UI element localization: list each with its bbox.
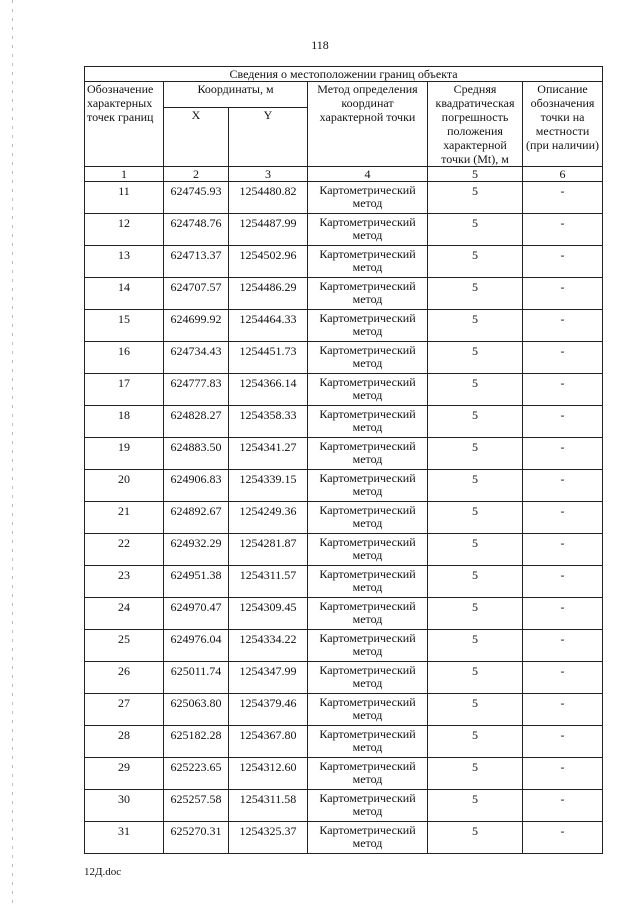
description-cell: - bbox=[523, 758, 603, 790]
scan-edge-line bbox=[12, 0, 13, 905]
x-cell: 624883.50 bbox=[164, 438, 229, 470]
column-numbers-row bbox=[85, 167, 603, 182]
header-error: Средняя квадратическая погрешность положения характерной точки (Mt), м bbox=[428, 82, 523, 167]
point-cell: 12 bbox=[85, 214, 164, 246]
y-cell: 1254311.58 bbox=[229, 790, 308, 822]
y-cell: 1254464.33 bbox=[229, 310, 308, 342]
mt-cell: 5 bbox=[428, 502, 523, 534]
table-row bbox=[85, 534, 603, 566]
method-cell: Картометрический метод bbox=[308, 758, 428, 790]
table-row bbox=[85, 310, 603, 342]
y-cell: 1254249.36 bbox=[229, 502, 308, 534]
point-cell: 21 bbox=[85, 502, 164, 534]
table-row bbox=[85, 438, 603, 470]
x-cell: 624707.57 bbox=[164, 278, 229, 310]
point-cell: 20 bbox=[85, 470, 164, 502]
table-row bbox=[85, 374, 603, 406]
mt-cell: 5 bbox=[428, 278, 523, 310]
method-cell: Картометрический метод bbox=[308, 374, 428, 406]
y-cell: 1254502.96 bbox=[229, 246, 308, 278]
x-cell: 624951.38 bbox=[164, 566, 229, 598]
point-cell: 29 bbox=[85, 758, 164, 790]
x-cell: 624777.83 bbox=[164, 374, 229, 406]
mt-cell: 5 bbox=[428, 566, 523, 598]
column-number: 3 bbox=[229, 167, 308, 182]
point-cell: 28 bbox=[85, 726, 164, 758]
table-row bbox=[85, 598, 603, 630]
method-cell: Картометрический метод bbox=[308, 566, 428, 598]
y-cell: 1254358.33 bbox=[229, 406, 308, 438]
method-cell: Картометрический метод bbox=[308, 246, 428, 278]
x-cell: 625063.80 bbox=[164, 694, 229, 726]
x-cell: 624976.04 bbox=[164, 630, 229, 662]
y-cell: 1254311.57 bbox=[229, 566, 308, 598]
description-cell: - bbox=[523, 374, 603, 406]
method-cell: Картометрический метод bbox=[308, 406, 428, 438]
header-designation: Обозначение характерных точек границ bbox=[85, 82, 164, 167]
method-cell: Картометрический метод bbox=[308, 726, 428, 758]
mt-cell: 5 bbox=[428, 694, 523, 726]
point-cell: 11 bbox=[85, 182, 164, 214]
table-row bbox=[85, 566, 603, 598]
description-cell: - bbox=[523, 630, 603, 662]
point-cell: 26 bbox=[85, 662, 164, 694]
y-cell: 1254366.14 bbox=[229, 374, 308, 406]
mt-cell: 5 bbox=[428, 406, 523, 438]
table-row bbox=[85, 214, 603, 246]
y-cell: 1254480.82 bbox=[229, 182, 308, 214]
description-cell: - bbox=[523, 278, 603, 310]
description-cell: - bbox=[523, 694, 603, 726]
mt-cell: 5 bbox=[428, 470, 523, 502]
y-cell: 1254339.15 bbox=[229, 470, 308, 502]
x-cell: 624932.29 bbox=[164, 534, 229, 566]
table-row bbox=[85, 182, 603, 214]
table-row bbox=[85, 758, 603, 790]
column-number: 1 bbox=[85, 167, 164, 182]
x-cell: 624892.67 bbox=[164, 502, 229, 534]
y-cell: 1254309.45 bbox=[229, 598, 308, 630]
mt-cell: 5 bbox=[428, 630, 523, 662]
point-cell: 30 bbox=[85, 790, 164, 822]
mt-cell: 5 bbox=[428, 790, 523, 822]
point-cell: 15 bbox=[85, 310, 164, 342]
method-cell: Картометрический метод bbox=[308, 534, 428, 566]
method-cell: Картометрический метод bbox=[308, 278, 428, 310]
column-number: 5 bbox=[428, 167, 523, 182]
table-row bbox=[85, 406, 603, 438]
table-row bbox=[85, 694, 603, 726]
method-cell: Картометрический метод bbox=[308, 790, 428, 822]
y-cell: 1254334.22 bbox=[229, 630, 308, 662]
description-cell: - bbox=[523, 822, 603, 854]
description-cell: - bbox=[523, 438, 603, 470]
description-cell: - bbox=[523, 246, 603, 278]
mt-cell: 5 bbox=[428, 438, 523, 470]
method-cell: Картометрический метод bbox=[308, 822, 428, 854]
page-number: 118 bbox=[311, 38, 329, 52]
x-cell: 624745.93 bbox=[164, 182, 229, 214]
mt-cell: 5 bbox=[428, 182, 523, 214]
y-cell: 1254325.37 bbox=[229, 822, 308, 854]
header-description: Описание обозначения точки на местности (при наличии) bbox=[523, 82, 603, 167]
x-cell: 625270.31 bbox=[164, 822, 229, 854]
x-cell: 624906.83 bbox=[164, 470, 229, 502]
table-row bbox=[85, 246, 603, 278]
header-y: Y bbox=[229, 108, 308, 167]
table-title: Сведения о местоположении границ объекта bbox=[85, 67, 603, 82]
mt-cell: 5 bbox=[428, 246, 523, 278]
method-cell: Картометрический метод bbox=[308, 630, 428, 662]
mt-cell: 5 bbox=[428, 310, 523, 342]
point-cell: 23 bbox=[85, 566, 164, 598]
y-cell: 1254312.60 bbox=[229, 758, 308, 790]
method-cell: Картометрический метод bbox=[308, 662, 428, 694]
column-number: 4 bbox=[308, 167, 428, 182]
description-cell: - bbox=[523, 662, 603, 694]
y-cell: 1254487.99 bbox=[229, 214, 308, 246]
point-cell: 16 bbox=[85, 342, 164, 374]
x-cell: 624748.76 bbox=[164, 214, 229, 246]
mt-cell: 5 bbox=[428, 534, 523, 566]
column-number: 6 bbox=[523, 167, 603, 182]
x-cell: 624828.27 bbox=[164, 406, 229, 438]
description-cell: - bbox=[523, 182, 603, 214]
table-row bbox=[85, 278, 603, 310]
table-row bbox=[85, 342, 603, 374]
mt-cell: 5 bbox=[428, 214, 523, 246]
point-cell: 27 bbox=[85, 694, 164, 726]
mt-cell: 5 bbox=[428, 598, 523, 630]
table-row bbox=[85, 790, 603, 822]
description-cell: - bbox=[523, 470, 603, 502]
point-cell: 31 bbox=[85, 822, 164, 854]
x-cell: 625257.58 bbox=[164, 790, 229, 822]
mt-cell: 5 bbox=[428, 374, 523, 406]
x-cell: 624699.92 bbox=[164, 310, 229, 342]
description-cell: - bbox=[523, 790, 603, 822]
mt-cell: 5 bbox=[428, 662, 523, 694]
table-row bbox=[85, 662, 603, 694]
point-cell: 24 bbox=[85, 598, 164, 630]
point-cell: 18 bbox=[85, 406, 164, 438]
x-cell: 625182.28 bbox=[164, 726, 229, 758]
y-cell: 1254281.87 bbox=[229, 534, 308, 566]
point-cell: 25 bbox=[85, 630, 164, 662]
mt-cell: 5 bbox=[428, 342, 523, 374]
header-coordinates: Координаты, м bbox=[164, 82, 308, 108]
method-cell: Картометрический метод bbox=[308, 438, 428, 470]
y-cell: 1254451.73 bbox=[229, 342, 308, 374]
header-method: Метод определения координат характерной точки bbox=[308, 82, 428, 167]
x-cell: 624970.47 bbox=[164, 598, 229, 630]
method-cell: Картометрический метод bbox=[308, 598, 428, 630]
point-cell: 19 bbox=[85, 438, 164, 470]
y-cell: 1254367.80 bbox=[229, 726, 308, 758]
method-cell: Картометрический метод bbox=[308, 214, 428, 246]
column-number: 2 bbox=[164, 167, 229, 182]
x-cell: 625011.74 bbox=[164, 662, 229, 694]
point-cell: 22 bbox=[85, 534, 164, 566]
description-cell: - bbox=[523, 726, 603, 758]
table-row bbox=[85, 470, 603, 502]
mt-cell: 5 bbox=[428, 726, 523, 758]
point-cell: 17 bbox=[85, 374, 164, 406]
y-cell: 1254341.27 bbox=[229, 438, 308, 470]
x-cell: 624713.37 bbox=[164, 246, 229, 278]
description-cell: - bbox=[523, 534, 603, 566]
description-cell: - bbox=[523, 406, 603, 438]
table-row bbox=[85, 726, 603, 758]
header-x: X bbox=[164, 108, 229, 167]
y-cell: 1254379.46 bbox=[229, 694, 308, 726]
description-cell: - bbox=[523, 342, 603, 374]
x-cell: 624734.43 bbox=[164, 342, 229, 374]
mt-cell: 5 bbox=[428, 822, 523, 854]
description-cell: - bbox=[523, 598, 603, 630]
mt-cell: 5 bbox=[428, 758, 523, 790]
description-cell: - bbox=[523, 310, 603, 342]
table-row bbox=[85, 630, 603, 662]
method-cell: Картометрический метод bbox=[308, 502, 428, 534]
method-cell: Картометрический метод bbox=[308, 342, 428, 374]
footer-filename: 12Д.doc bbox=[84, 866, 122, 878]
point-cell: 14 bbox=[85, 278, 164, 310]
table-row bbox=[85, 822, 603, 854]
y-cell: 1254347.99 bbox=[229, 662, 308, 694]
point-cell: 13 bbox=[85, 246, 164, 278]
method-cell: Картометрический метод bbox=[308, 310, 428, 342]
method-cell: Картометрический метод bbox=[308, 694, 428, 726]
method-cell: Картометрический метод bbox=[308, 182, 428, 214]
y-cell: 1254486.29 bbox=[229, 278, 308, 310]
x-cell: 625223.65 bbox=[164, 758, 229, 790]
boundary-points-table bbox=[84, 66, 603, 854]
method-cell: Картометрический метод bbox=[308, 470, 428, 502]
description-cell: - bbox=[523, 566, 603, 598]
description-cell: - bbox=[523, 214, 603, 246]
description-cell: - bbox=[523, 502, 603, 534]
table-row bbox=[85, 502, 603, 534]
